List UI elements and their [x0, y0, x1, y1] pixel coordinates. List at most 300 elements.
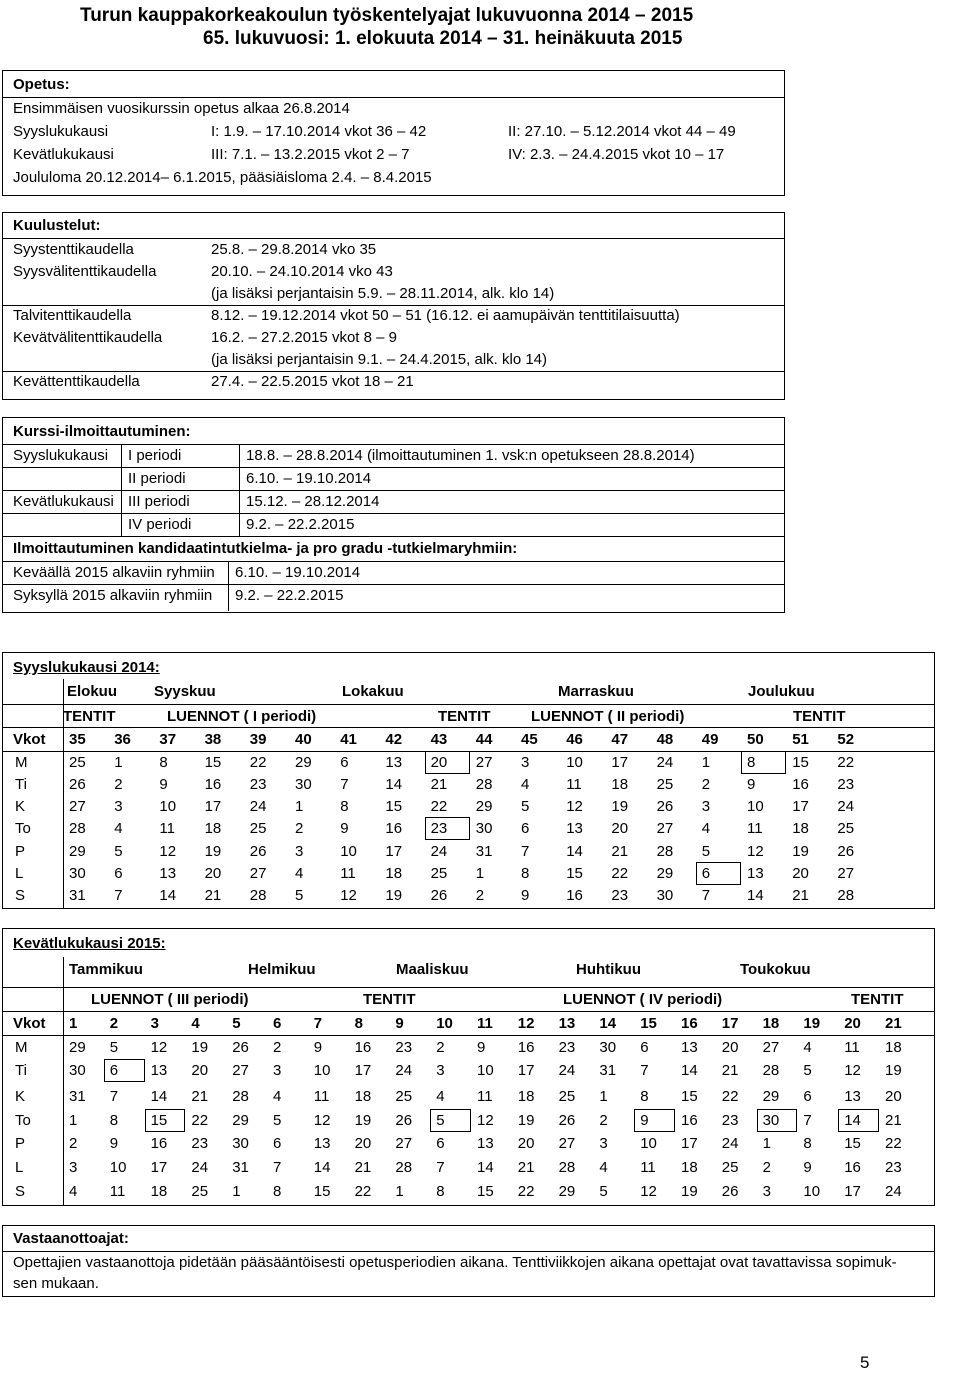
date-cell: 22 — [354, 1183, 372, 1200]
date-cell: 20 — [354, 1135, 372, 1152]
date-cell: 16 — [150, 1135, 168, 1152]
kuulustelu-label: Talvitenttikaudella — [13, 307, 132, 324]
date-cell: 22 — [430, 798, 448, 815]
date-cell: 11 — [640, 1159, 656, 1176]
loma-line: Joululoma 20.12.2014– 6.1.2015, pääsiäisloma 2.4. – 8.4.2015 — [13, 169, 432, 186]
date-cell: 18 — [354, 1088, 372, 1105]
week-number: 21 — [885, 1015, 902, 1032]
date-cell: 6 — [114, 865, 123, 882]
day-label-p: P — [15, 843, 26, 860]
date-cell: 28 — [837, 887, 855, 904]
day-label-s: S — [15, 887, 26, 904]
date-cell: 4 — [295, 865, 304, 882]
kurssi-term: Syyslukukausi — [13, 447, 109, 464]
date-cell: 19 — [681, 1183, 698, 1200]
date-cell: 7 — [521, 843, 530, 860]
date-cell: 21 — [354, 1159, 372, 1176]
week-number: 51 — [792, 731, 809, 748]
date-cell: 2 — [295, 820, 304, 837]
date-cell: 8 — [803, 1135, 812, 1152]
syys-label: Syyslukukausi — [13, 123, 109, 140]
week-number: 9 — [395, 1015, 404, 1032]
date-cell: 5 — [436, 1112, 445, 1129]
date-cell: 2 — [69, 1135, 78, 1152]
date-cell: 23 — [395, 1039, 413, 1056]
date-cell: 15 — [681, 1088, 698, 1105]
date-cell: 15 — [566, 865, 583, 882]
date-cell: 8 — [521, 865, 530, 882]
month-toukokuu: Toukokuu — [740, 961, 811, 978]
date-cell: 28 — [656, 843, 674, 860]
week-number: 12 — [517, 1015, 535, 1032]
month-syyskuu: Syyskuu — [154, 683, 216, 700]
date-cell: 17 — [792, 798, 809, 815]
date-cell: 17 — [385, 843, 403, 860]
month-lokakuu: Lokakuu — [342, 683, 404, 700]
date-cell: 4 — [69, 1183, 78, 1200]
date-cell: 4 — [114, 820, 123, 837]
date-cell: 28 — [249, 887, 267, 904]
date-cell: 24 — [721, 1135, 739, 1152]
date-cell: 13 — [477, 1135, 494, 1152]
week-number: 13 — [558, 1015, 576, 1032]
date-cell: 25 — [837, 820, 855, 837]
month-helmikuu: Helmikuu — [248, 961, 316, 978]
date-cell: 24 — [395, 1062, 413, 1079]
date-cell: 23 — [837, 776, 855, 793]
date-cell: 7 — [273, 1159, 282, 1176]
date-cell: 13 — [313, 1135, 331, 1152]
date-cell: 28 — [762, 1062, 780, 1079]
date-cell: 19 — [611, 798, 629, 815]
date-cell: 20 — [517, 1135, 535, 1152]
kevat2015-calendar — [2, 928, 935, 1206]
date-cell: 9 — [313, 1039, 323, 1056]
date-cell: 8 — [340, 798, 349, 815]
date-cell: 14 — [477, 1159, 494, 1176]
period-label: TENTIT — [63, 708, 116, 725]
date-cell: 23 — [249, 776, 267, 793]
vastaanotto-text-2: sen mukaan. — [13, 1275, 99, 1292]
date-cell: 3 — [599, 1135, 608, 1152]
week-number: 45 — [521, 731, 538, 748]
kurssi-period: III periodi — [128, 493, 190, 510]
date-cell: 7 — [109, 1088, 119, 1105]
date-cell: 25 — [249, 820, 267, 837]
date-cell: 7 — [701, 887, 711, 904]
date-cell: 13 — [681, 1039, 698, 1056]
date-cell: 9 — [477, 1039, 486, 1056]
date-cell: 27 — [475, 754, 493, 771]
date-cell: 24 — [656, 754, 674, 771]
date-cell: 14 — [313, 1159, 331, 1176]
date-cell: 17 — [517, 1062, 535, 1079]
kurssi-period: IV periodi — [128, 516, 192, 533]
week-number: 3 — [150, 1015, 159, 1032]
date-cell: 12 — [640, 1183, 657, 1200]
date-cell: 16 — [844, 1159, 861, 1176]
date-cell: 26 — [395, 1112, 413, 1129]
date-cell: 15 — [792, 754, 809, 771]
date-cell: 21 — [191, 1088, 209, 1105]
date-cell: 29 — [69, 843, 86, 860]
syys-period-i: I: 1.9. – 17.10.2014 vkot 36 – 42 — [211, 123, 427, 140]
day-label-k: K — [15, 1088, 26, 1105]
date-cell: 6 — [640, 1039, 649, 1056]
date-cell: 21 — [517, 1159, 535, 1176]
date-cell: 21 — [430, 776, 448, 793]
date-cell: 28 — [395, 1159, 413, 1176]
ryhma-heading: Ilmoittautuminen kandidaatintutkielma- ja pro gradu -tutkielmaryhmiin: — [13, 540, 518, 557]
ryhma-dates: 6.10. – 19.10.2014 — [235, 564, 361, 581]
date-cell: 30 — [656, 887, 674, 904]
date-cell: 10 — [640, 1135, 657, 1152]
date-cell: 31 — [599, 1062, 617, 1079]
date-cell: 27 — [558, 1135, 576, 1152]
kuulustelu-value: 27.4. – 22.5.2015 vkot 18 – 21 — [211, 373, 414, 390]
date-cell: 19 — [885, 1062, 902, 1079]
date-cell: 21 — [721, 1062, 739, 1079]
date-cell: 15 — [477, 1183, 494, 1200]
date-cell: 5 — [273, 1112, 282, 1129]
period-label: TENTIT — [363, 991, 416, 1008]
date-cell: 23 — [558, 1039, 576, 1056]
date-cell: 10 — [566, 754, 583, 771]
date-cell: 1 — [475, 865, 485, 882]
date-cell: 27 — [395, 1135, 413, 1152]
date-cell: 12 — [340, 887, 357, 904]
date-cell: 13 — [150, 1062, 168, 1079]
date-cell: 25 — [69, 754, 86, 771]
week-number: 36 — [114, 731, 131, 748]
date-cell: 24 — [191, 1159, 209, 1176]
week-number: 35 — [69, 731, 86, 748]
date-cell: 1 — [701, 754, 711, 771]
date-cell: 8 — [273, 1183, 282, 1200]
date-cell: 19 — [191, 1039, 209, 1056]
date-cell: 11 — [477, 1088, 493, 1105]
date-cell: 7 — [803, 1112, 812, 1129]
date-cell: 28 — [69, 820, 86, 837]
kurssi-box — [2, 417, 785, 613]
date-cell: 8 — [747, 754, 756, 771]
date-cell: 2 — [599, 1112, 608, 1129]
date-cell: 25 — [558, 1088, 576, 1105]
kurssi-term: Kevätlukukausi — [13, 493, 114, 510]
date-cell: 10 — [159, 798, 177, 815]
date-cell: 6 — [273, 1135, 282, 1152]
period-label: LUENNOT ( III periodi) — [91, 991, 249, 1008]
date-cell: 13 — [385, 754, 403, 771]
opetus-box — [2, 70, 785, 196]
date-cell: 11 — [340, 865, 356, 882]
date-cell: 24 — [558, 1062, 576, 1079]
date-cell: 3 — [295, 843, 304, 860]
date-cell: 15 — [150, 1112, 168, 1129]
period-label: TENTIT — [438, 708, 491, 725]
date-cell: 22 — [837, 754, 855, 771]
date-cell: 14 — [150, 1088, 168, 1105]
week-number: 44 — [475, 731, 493, 748]
date-cell: 30 — [232, 1135, 249, 1152]
week-number: 47 — [611, 731, 629, 748]
date-cell: 5 — [701, 843, 711, 860]
date-cell: 24 — [885, 1183, 902, 1200]
date-cell: 19 — [385, 887, 403, 904]
date-cell: 22 — [191, 1112, 209, 1129]
kuulustelut-box — [2, 212, 785, 400]
period-label: TENTIT — [851, 991, 904, 1008]
date-cell: 12 — [150, 1039, 168, 1056]
date-cell: 18 — [204, 820, 222, 837]
date-cell: 1 — [114, 754, 123, 771]
date-cell: 9 — [803, 1159, 812, 1176]
date-cell: 31 — [475, 843, 493, 860]
date-cell: 23 — [885, 1159, 902, 1176]
date-cell: 20 — [204, 865, 222, 882]
date-cell: 3 — [701, 798, 711, 815]
date-cell: 24 — [430, 843, 448, 860]
date-cell: 6 — [340, 754, 349, 771]
month-tammikuu: Tammikuu — [69, 961, 143, 978]
month-maaliskuu: Maaliskuu — [396, 961, 469, 978]
date-cell: 2 — [273, 1039, 282, 1056]
date-cell: 2 — [114, 776, 123, 793]
date-cell: 25 — [191, 1183, 209, 1200]
date-cell: 7 — [340, 776, 349, 793]
vastaanotto-box — [2, 1225, 935, 1297]
week-number: 40 — [295, 731, 312, 748]
date-cell: 30 — [69, 865, 86, 882]
syys2014-calendar — [2, 652, 935, 909]
week-number: 8 — [354, 1015, 363, 1032]
ryhma-label: Keväällä 2015 alkaviin ryhmiin — [13, 564, 215, 581]
week-number: 2 — [109, 1015, 119, 1032]
date-cell: 29 — [69, 1039, 86, 1056]
date-cell: 25 — [430, 865, 448, 882]
date-cell: 3 — [114, 798, 123, 815]
week-number: 10 — [436, 1015, 453, 1032]
kurssi-period: II periodi — [128, 470, 186, 487]
date-cell: 11 — [747, 820, 763, 837]
week-number: 46 — [566, 731, 583, 748]
date-cell: 28 — [475, 776, 493, 793]
date-cell: 22 — [721, 1088, 739, 1105]
week-number: 14 — [599, 1015, 617, 1032]
date-cell: 30 — [295, 776, 312, 793]
date-cell: 12 — [844, 1062, 861, 1079]
date-cell: 8 — [436, 1183, 445, 1200]
date-cell: 12 — [566, 798, 583, 815]
date-cell: 7 — [114, 887, 123, 904]
date-cell: 3 — [69, 1159, 78, 1176]
kuulustelu-label: Kevätvälitenttikaudella — [13, 329, 163, 346]
date-cell: 5 — [599, 1183, 608, 1200]
date-cell: 26 — [430, 887, 448, 904]
kurssi-dates: 18.8. – 28.8.2014 (ilmoittautuminen 1. vsk:n opetukseen 28.8.2014) — [246, 447, 695, 464]
month-elokuu: Elokuu — [67, 683, 118, 700]
day-label-s: S — [15, 1183, 26, 1200]
date-cell: 18 — [681, 1159, 698, 1176]
date-cell: 20 — [611, 820, 629, 837]
month-joulukuu: Joulukuu — [748, 683, 815, 700]
month-marraskuu: Marraskuu — [558, 683, 634, 700]
date-cell: 18 — [885, 1039, 902, 1056]
date-cell: 29 — [762, 1088, 780, 1105]
day-label-to: To — [15, 820, 31, 837]
ryhma-dates: 9.2. – 22.2.2015 — [235, 587, 344, 604]
date-cell: 3 — [521, 754, 530, 771]
date-cell: 11 — [159, 820, 175, 837]
date-cell: 17 — [681, 1135, 698, 1152]
kuulustelu-label: Syysvälitenttikaudella — [13, 263, 157, 280]
date-cell: 2 — [701, 776, 711, 793]
date-cell: 29 — [558, 1183, 576, 1200]
date-cell: 4 — [701, 820, 711, 837]
date-cell: 26 — [232, 1039, 249, 1056]
kuulustelu-value: 16.2. – 27.2.2015 vkot 8 – 9 — [211, 329, 397, 346]
week-number: 20 — [844, 1015, 861, 1032]
date-cell: 16 — [354, 1039, 372, 1056]
date-cell: 2 — [475, 887, 485, 904]
date-cell: 12 — [313, 1112, 331, 1129]
date-cell: 17 — [611, 754, 629, 771]
date-cell: 22 — [517, 1183, 535, 1200]
date-cell: 16 — [385, 820, 403, 837]
date-cell: 30 — [69, 1062, 86, 1079]
date-cell: 16 — [566, 887, 583, 904]
date-cell: 18 — [611, 776, 629, 793]
week-number: 11 — [477, 1015, 493, 1032]
kurssi-dates: 6.10. – 19.10.2014 — [246, 470, 372, 487]
date-cell: 6 — [803, 1088, 812, 1105]
date-cell: 27 — [69, 798, 86, 815]
date-cell: 23 — [430, 820, 448, 837]
date-cell: 5 — [803, 1062, 812, 1079]
date-cell: 22 — [249, 754, 267, 771]
date-cell: 9 — [159, 776, 168, 793]
date-cell: 29 — [656, 865, 674, 882]
date-cell: 1 — [395, 1183, 404, 1200]
vastaanotto-text-1: Opettajien vastaanottoja pidetään pääsääntöisesti opetusperiodien aikana. Tenttiviikkojen aikana opettajat ovat tavattavissa sopimuk- — [13, 1254, 897, 1271]
date-cell: 2 — [436, 1039, 445, 1056]
week-number: 16 — [681, 1015, 698, 1032]
day-label-ti: Ti — [15, 1062, 27, 1079]
week-number: 38 — [204, 731, 222, 748]
date-cell: 29 — [295, 754, 312, 771]
date-cell: 27 — [232, 1062, 249, 1079]
date-cell: 9 — [109, 1135, 119, 1152]
date-cell: 7 — [640, 1062, 649, 1079]
vastaanotto-heading: Vastaanottoajat: — [13, 1230, 129, 1247]
date-cell: 8 — [159, 754, 168, 771]
day-label-m: M — [15, 754, 28, 771]
syys-period-ii: II: 27.10. – 5.12.2014 vkot 44 – 49 — [508, 123, 736, 140]
kuulustelu-value: 8.12. – 19.12.2014 vkot 50 – 51 (16.12. ei aamupäivän tenttitilaisuutta) — [211, 307, 680, 324]
kuulustelu-value: 25.8. – 29.8.2014 vko 35 — [211, 241, 377, 258]
period-label: LUENNOT ( IV periodi) — [563, 991, 723, 1008]
date-cell: 4 — [273, 1088, 282, 1105]
date-cell: 23 — [191, 1135, 209, 1152]
date-cell: 9 — [340, 820, 349, 837]
date-cell: 12 — [159, 843, 177, 860]
date-cell: 26 — [837, 843, 855, 860]
date-cell: 1 — [762, 1135, 771, 1152]
date-cell: 6 — [701, 865, 711, 882]
date-cell: 22 — [885, 1135, 902, 1152]
date-cell: 10 — [340, 843, 357, 860]
date-cell: 11 — [844, 1039, 860, 1056]
date-cell: 13 — [747, 865, 764, 882]
date-cell: 10 — [109, 1159, 127, 1176]
page-number: 5 — [860, 1353, 870, 1372]
date-cell: 26 — [656, 798, 674, 815]
kevat2015-heading: Kevätlukukausi 2015: — [13, 935, 166, 952]
date-cell: 3 — [762, 1183, 771, 1200]
date-cell: 9 — [521, 887, 530, 904]
date-cell: 15 — [313, 1183, 331, 1200]
date-cell: 13 — [844, 1088, 861, 1105]
kuulustelu-value: (ja lisäksi perjantaisin 9.1. – 24.4.2015, alk. klo 14) — [211, 351, 548, 368]
week-number: 49 — [701, 731, 719, 748]
week-number: 7 — [313, 1015, 323, 1032]
vkot-label: Vkot — [13, 731, 46, 748]
date-cell: 10 — [313, 1062, 331, 1079]
date-cell: 9 — [747, 776, 756, 793]
date-cell: 22 — [611, 865, 629, 882]
week-number: 52 — [837, 731, 855, 748]
date-cell: 20 — [721, 1039, 739, 1056]
date-cell: 8 — [640, 1088, 649, 1105]
date-cell: 30 — [475, 820, 493, 837]
day-label-p: P — [15, 1135, 26, 1152]
date-cell: 5 — [114, 843, 123, 860]
date-cell: 20 — [792, 865, 809, 882]
date-cell: 26 — [249, 843, 267, 860]
week-number: 19 — [803, 1015, 821, 1032]
date-cell: 15 — [204, 754, 222, 771]
date-cell: 16 — [792, 776, 809, 793]
date-cell: 26 — [69, 776, 86, 793]
week-number: 41 — [340, 731, 357, 748]
date-cell: 21 — [792, 887, 809, 904]
date-cell: 12 — [477, 1112, 494, 1129]
date-cell: 3 — [273, 1062, 282, 1079]
week-number: 37 — [159, 731, 177, 748]
day-label-to: To — [15, 1112, 31, 1129]
date-cell: 6 — [109, 1062, 119, 1079]
date-cell: 27 — [249, 865, 267, 882]
period-label: LUENNOT ( I periodi) — [167, 708, 317, 725]
date-cell: 23 — [611, 887, 629, 904]
date-cell: 30 — [599, 1039, 617, 1056]
page-subtitle: 65. lukuvuosi: 1. elokuuta 2014 – 31. heinäkuuta 2015 — [203, 28, 683, 49]
kurssi-heading: Kurssi-ilmoittautuminen: — [13, 423, 191, 440]
date-cell: 29 — [232, 1112, 249, 1129]
date-cell: 10 — [803, 1183, 821, 1200]
kuulustelut-heading: Kuulustelut: — [13, 217, 101, 234]
date-cell: 12 — [747, 843, 764, 860]
date-cell: 25 — [395, 1088, 413, 1105]
date-cell: 31 — [69, 1088, 86, 1105]
date-cell: 30 — [762, 1112, 780, 1129]
page-title: Turun kauppakorkeakoulun työskentelyajat lukuvuonna 2014 – 2015 — [80, 5, 694, 26]
week-number: 18 — [762, 1015, 780, 1032]
date-cell: 25 — [656, 776, 674, 793]
date-cell: 13 — [159, 865, 177, 882]
kuulustelu-value: 20.10. – 24.10.2014 vko 43 — [211, 263, 393, 280]
date-cell: 16 — [681, 1112, 698, 1129]
